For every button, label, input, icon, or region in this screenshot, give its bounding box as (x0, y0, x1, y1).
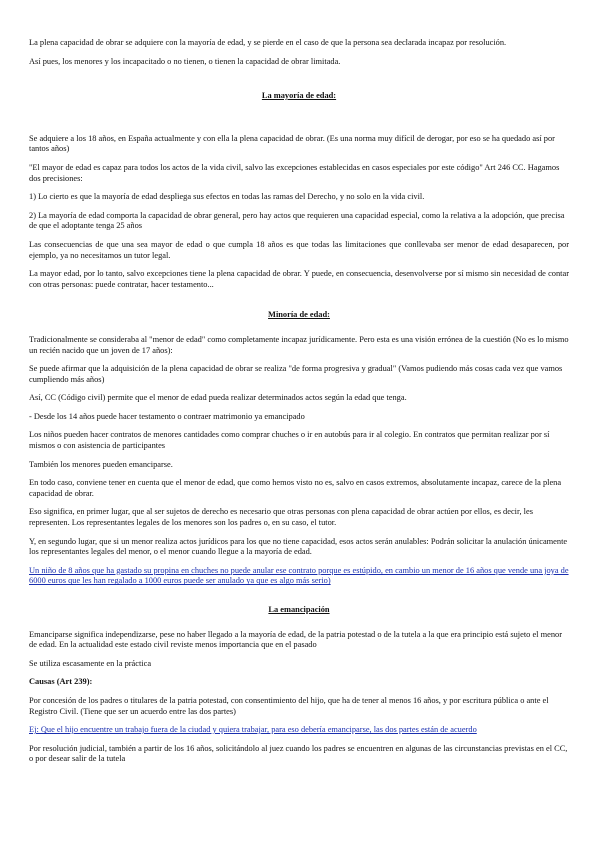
emancipacion-paragraph-3: Por concesión de los padres o titulares de la patria potestad, con consentimiento del hijo, que ha de tener al menos 16 años, y por escritura pública o ante el Registro Civil. (Tiene que ser un acuerdo entre las dos partes) (29, 695, 549, 716)
minoria-paragraph-6: También los menores pueden emanciparse. (29, 459, 173, 469)
heading-emancipacion: La emancipación (268, 605, 330, 614)
mayoria-paragraph-5: Las consecuencias de que una sea mayor de edad o que cumpla 18 años es que todas las limitaciones que conllevaba ser menor de edad desaparecen, por ejemplo, ya no necesitamos un tutor legal. (29, 239, 569, 260)
emancipacion-paragraph-4: Por resolución judicial, también a partir de los 16 años, solicitándolo al juez cuando los padres se encuentren en algunas de las circunstancias previstas en el CC, o por desear salir de la tutela (29, 743, 568, 764)
mayoria-paragraph-6: La mayor edad, por lo tanto, salvo excepciones tiene la plena capacidad de obrar. Y puede, en consecuencia, desenvolverse por sí mismo sin necesidad de contar con otras personas: puede contratar, hacer testamento... (29, 269, 569, 289)
emancipacion-paragraph-2: Se utiliza escasamente en la práctica (29, 658, 152, 668)
mayoria-paragraph-1: Se adquiere a los 18 años, en España actualmente y con ella la plena capacidad de obrar. (Es una norma muy difícil de derogar, por eso se ha quedado así por tantos años) (29, 133, 555, 154)
minoria-paragraph-9: Y, en segundo lugar, que si un menor realiza actos jurídicos para los que no tiene capacidad, esos actos serán anulables: Podrán solicitar la anulación únicamente los representantes legales del menor, o el menor cuando llegue a la mayoría de edad. (29, 536, 568, 557)
mayoria-paragraph-3: 1) Lo cierto es que la mayoría de edad despliega sus efectos en todas las ramas del Derecho, y no solo en la vida civil. (29, 192, 425, 202)
heading-minoria: Minoría de edad: (268, 310, 330, 320)
minoria-paragraph-2: Se puede afirmar que la adquisición de la plena capacidad de obrar se realiza "de forma progresiva y gradual" (Vamos pudiendo más cosas cada vez que vamos cumpliendo más años) (29, 364, 563, 384)
minoria-paragraph-5: Los niños pueden hacer contratos de menores cantidades como comprar chuches o ir en autobús para ir al colegio. En contratos que permitan realizar por sí mismos o con asistencia de participantes (29, 430, 550, 451)
intro-paragraph-1: La plena capacidad de obrar se adquiere con la mayoría de edad, y se pierde en el caso de que la persona sea declarada incapaz por resolución. (29, 38, 507, 47)
mayoria-paragraph-4: 2) La mayoría de edad comporta la capacidad de obrar general, pero hay actos que requieren una capacidad especial, como la relativa a la adopción, que precisa de que el adoptante tenga 25 años (29, 210, 565, 231)
minoria-paragraph-4: - Desde los 14 años puede hacer testamento o contraer matrimonio ya emancipado (29, 411, 305, 421)
heading-mayoria: La mayoría de edad: (261, 91, 337, 101)
document-page (29, 38, 569, 773)
minoria-example-link[interactable]: Un niño de 8 años que ha gastado su propina en chuches no puede anular ese contrato porque es estúpido, en cambio un menor de 16 años que vende una joya de 6000 euros que les han regalado a 1000 euros puede ser anulado ya que es algo más serio) (29, 565, 569, 586)
minoria-paragraph-3: Así, CC (Código civil) permite que el menor de edad pueda realizar determinados actos según la edad que tenga. (29, 393, 407, 403)
minoria-paragraph-8: Eso significa, en primer lugar, que al ser sujetos de derecho es necesario que otras personas con plena capacidad de obrar actúen por ellos, es decir, les representen. Los representantes legales de los menores son los padres o, en su caso, el tutor. (29, 507, 533, 528)
intro-paragraph-2: Así pues, los menores y los incapacitado o no tienen, o tienen la capacidad de obrar limitada. (29, 56, 341, 66)
emancipacion-paragraph-1: Emanciparse significa independizarse, pese no haber llegado a la mayoría de edad, de la patria potestad o de la tutela a la que era principio está sujeto el menor de edad. En la actualidad este estado civil reviste menos importancia que en el pasado (29, 629, 562, 650)
emancipacion-example-link[interactable]: Ej: Que el hijo encuentre un trabajo fuera de la ciudad y quiera trabajar, para eso debería emanciparse, las dos partes están de acuerdo (29, 725, 477, 735)
causas-label: Causas (Art 239): (29, 677, 93, 687)
mayoria-paragraph-2: "El mayor de edad es capaz para todos los actos de la vida civil, salvo las excepciones establecidas en casos especiales por este código" Art 246 CC. Hagamos dos precisiones: (29, 162, 560, 183)
minoria-paragraph-1: Tradicionalmente se consideraba al "menor de edad" como completamente incapaz jurídicamente. Pero esta es una visión errónea de la cuestión (No es lo mismo un recién nacido que un joven de 17 años): (29, 334, 569, 355)
minoria-paragraph-7: En todo caso, conviene tener en cuenta que el menor de edad, que como hemos visto no es, salvo en casos extremos, absolutamente incapaz, carece de la plena capacidad de obrar. (29, 478, 562, 498)
